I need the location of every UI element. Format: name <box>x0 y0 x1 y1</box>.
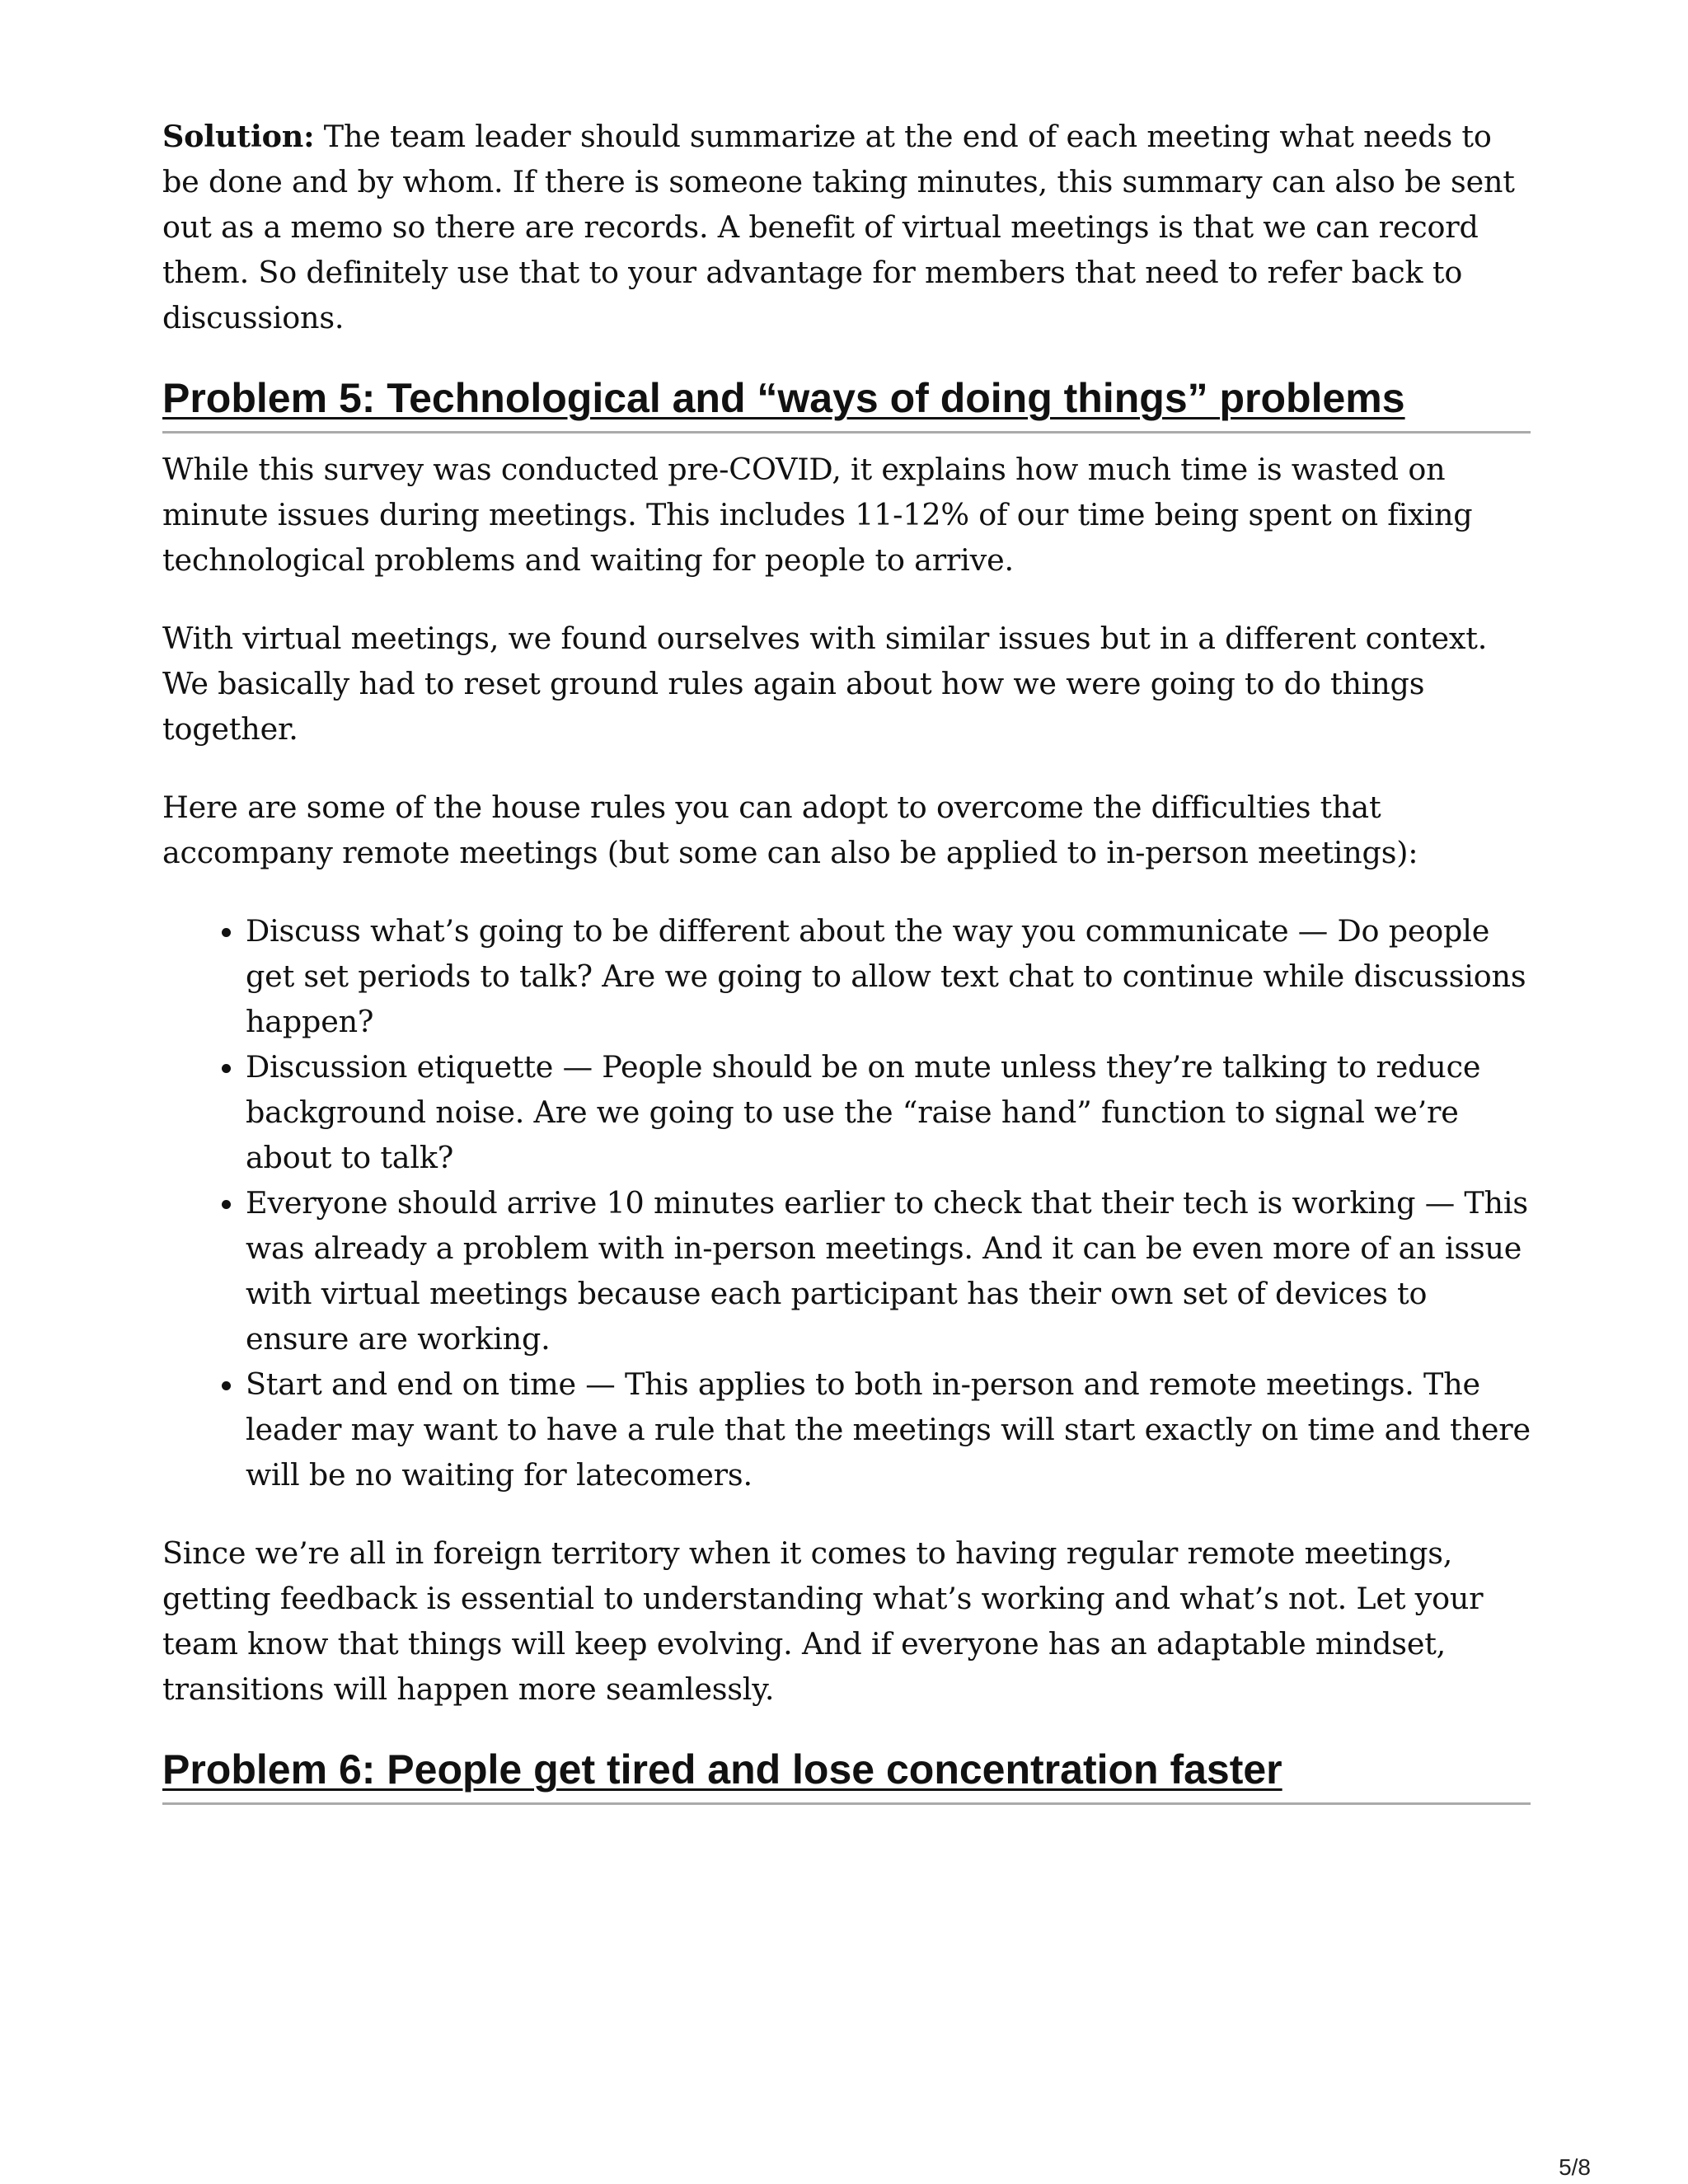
house-rules-list <box>162 908 1531 1497</box>
solution-label: Solution: <box>162 119 315 154</box>
article-body <box>162 114 1531 1818</box>
problem-5-heading[interactable] <box>162 373 1531 434</box>
problem-6-heading[interactable] <box>162 1745 1531 1805</box>
list-item: • Start and end on time — This applies to both in-person and remote meetings. The leader may want to have a rule that the meetings will start exactly on time and there will be no waiting for latecomers. <box>246 1361 1531 1497</box>
page-number: 5/8 <box>1559 2154 1591 2180</box>
problem-5-heading-link[interactable]: Problem 5: Technological and “ways of doing things” problems <box>162 375 1405 421</box>
list-item: • Everyone should arrive 10 minutes earlier to check that their tech is working — This was already a problem with in-person meetings. And it can be even more of an issue with virtual meetings because each participant has their own set of devices to ensure are working. <box>246 1180 1531 1361</box>
list-item: • Discuss what’s going to be different about the way you communicate — Do people get set periods to talk? Are we going to allow text chat to continue while discussions happen? <box>246 908 1531 1044</box>
problem-5-paragraph-1: While this survey was conducted pre-COVID, it explains how much time is wasted on minute issues during meetings. This includes 11-12% of our time being spent on fixing technological problems and waiting for people to arrive. <box>162 452 1473 578</box>
problem-5-paragraph-3: Here are some of the house rules you can adopt to overcome the difficulties that accompany remote meetings (but some can also be applied to in-person meetings): <box>162 790 1418 870</box>
solution-text: The team leader should summarize at the end of each meeting what needs to be done and by whom. If there is someone taking minutes, this summary can also be sent out as a memo so there are records. A benefit of virtual meetings is that we can record them. So definitely use that to your advantage for members that need to refer back to discussions. <box>162 119 1515 335</box>
problem-5-paragraph-2: With virtual meetings, we found ourselves with similar issues but in a different context. We basically had to reset ground rules again about how we were going to do things together. <box>162 621 1488 747</box>
solution-paragraph <box>162 114 1531 340</box>
problem-6-heading-link[interactable]: Problem 6: People get tired and lose concentration faster <box>162 1746 1282 1793</box>
problem-5-closing-paragraph: Since we’re all in foreign territory when it comes to having regular remote meetings, getting feedback is essential to understanding what’s working and what’s not. Let your team know that things will keep evolving. And if everyone has an adaptable mindset, transitions will happen more seamlessly. <box>162 1535 1484 1707</box>
list-item: • Discussion etiquette — People should be on mute unless they’re talking to reduce background noise. Are we going to use the “raise hand” function to signal we’re about to talk? <box>246 1044 1531 1180</box>
